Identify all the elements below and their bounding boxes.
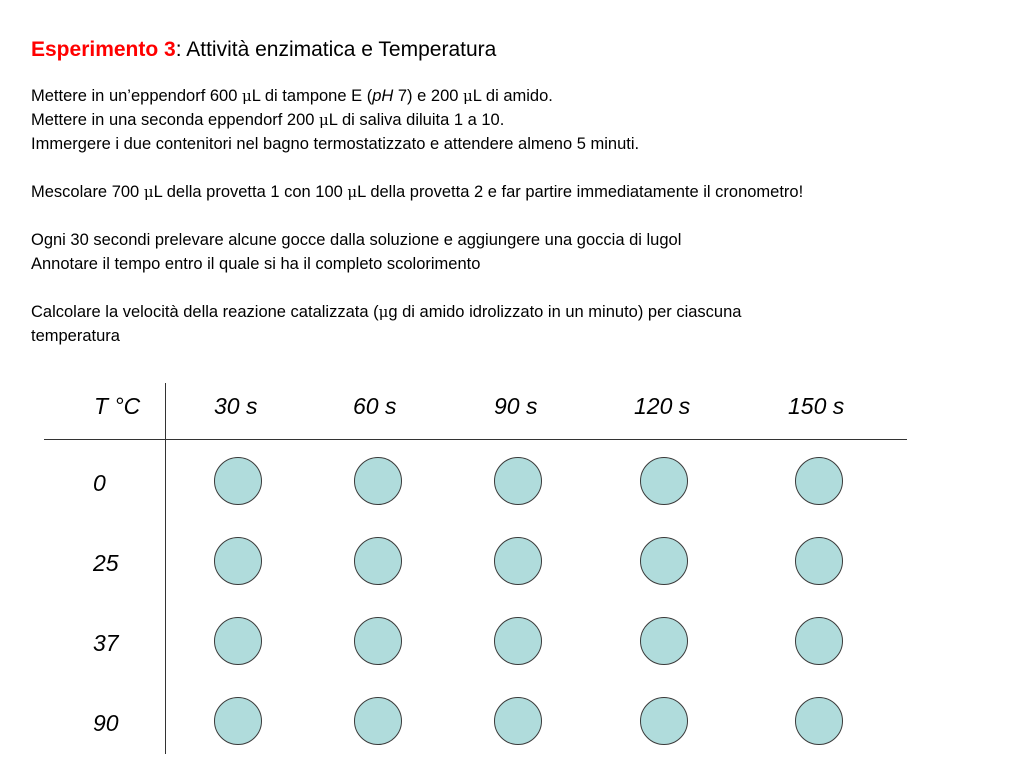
well-circle	[214, 617, 262, 665]
micro-symbol: μ	[378, 303, 389, 321]
well-circle	[214, 697, 262, 745]
column-header-30s: 30 s	[214, 393, 258, 419]
instruction-line-3: Immergere i due contenitori nel bagno termostatizzato e attendere almeno 5 minuti.	[31, 135, 640, 153]
instruction-line-8: temperatura	[31, 327, 120, 345]
well-circle	[494, 697, 542, 745]
text-fragment: L di saliva diluita 1 a 10.	[328, 111, 505, 129]
instruction-line-4	[31, 180, 803, 204]
well-circle	[640, 457, 688, 505]
text-fragment: L della provetta 1 con 100	[153, 183, 348, 201]
table-column-divider	[165, 383, 166, 754]
well-circle	[494, 457, 542, 505]
text-fragment: L della provetta 2 e far partire immediatamente il cronometro!	[357, 183, 804, 201]
text-fragment: L di amido.	[472, 87, 553, 105]
table-header-divider	[44, 439, 907, 440]
row-label-0: 0	[93, 470, 106, 496]
text-fragment: Mettere in un’eppendorf 600	[31, 87, 242, 105]
micro-symbol: μ	[143, 183, 154, 201]
column-header-150s: 150 s	[788, 393, 845, 419]
well-circle	[795, 697, 843, 745]
well-circle	[795, 457, 843, 505]
instruction-line-6: Annotare il tempo entro il quale si ha il completo scolorimento	[31, 255, 481, 273]
instruction-line-5: Ogni 30 secondi prelevare alcune gocce dalla soluzione e aggiungere una goccia di lugol	[31, 231, 682, 249]
micro-symbol: μ	[347, 183, 358, 201]
ph-italic: pH	[372, 87, 394, 105]
row-label-37: 37	[93, 630, 119, 656]
text-fragment: L di tampone E (	[251, 87, 373, 105]
row-label-25: 25	[93, 550, 119, 576]
well-circle	[214, 537, 262, 585]
well-circle	[795, 617, 843, 665]
well-circle	[795, 537, 843, 585]
micro-symbol: μ	[241, 87, 252, 105]
table-corner-header: T °C	[94, 393, 141, 419]
well-circle	[354, 697, 402, 745]
well-circle	[354, 457, 402, 505]
row-label-90: 90	[93, 710, 119, 736]
well-circle	[214, 457, 262, 505]
text-fragment: Calcolare la velocità della reazione catalizzata (	[31, 303, 379, 321]
column-header-90s: 90 s	[494, 393, 538, 419]
micro-symbol: μ	[463, 87, 473, 105]
experiment-subtitle: : Attività enzimatica e Temperatura	[175, 38, 497, 61]
well-circle	[494, 537, 542, 585]
text-fragment: Mettere in una seconda eppendorf 200	[31, 111, 320, 129]
well-circle	[640, 697, 688, 745]
text-fragment: 7) e 200	[393, 87, 464, 105]
instruction-line-1	[31, 84, 553, 108]
column-header-60s: 60 s	[353, 393, 397, 419]
well-circle	[640, 617, 688, 665]
well-circle	[494, 617, 542, 665]
experiment-label: Esperimento 3	[31, 38, 176, 61]
column-header-120s: 120 s	[634, 393, 691, 419]
well-circle	[640, 537, 688, 585]
micro-symbol: μ	[319, 111, 329, 129]
well-circle	[354, 537, 402, 585]
slide-title	[31, 37, 496, 63]
text-fragment: g di amido idrolizzato in un minuto) per ciascuna	[388, 303, 742, 321]
instruction-line-2	[31, 108, 504, 132]
text-fragment: Mescolare 700	[31, 183, 144, 201]
instruction-line-7	[31, 300, 741, 324]
well-circle	[354, 617, 402, 665]
